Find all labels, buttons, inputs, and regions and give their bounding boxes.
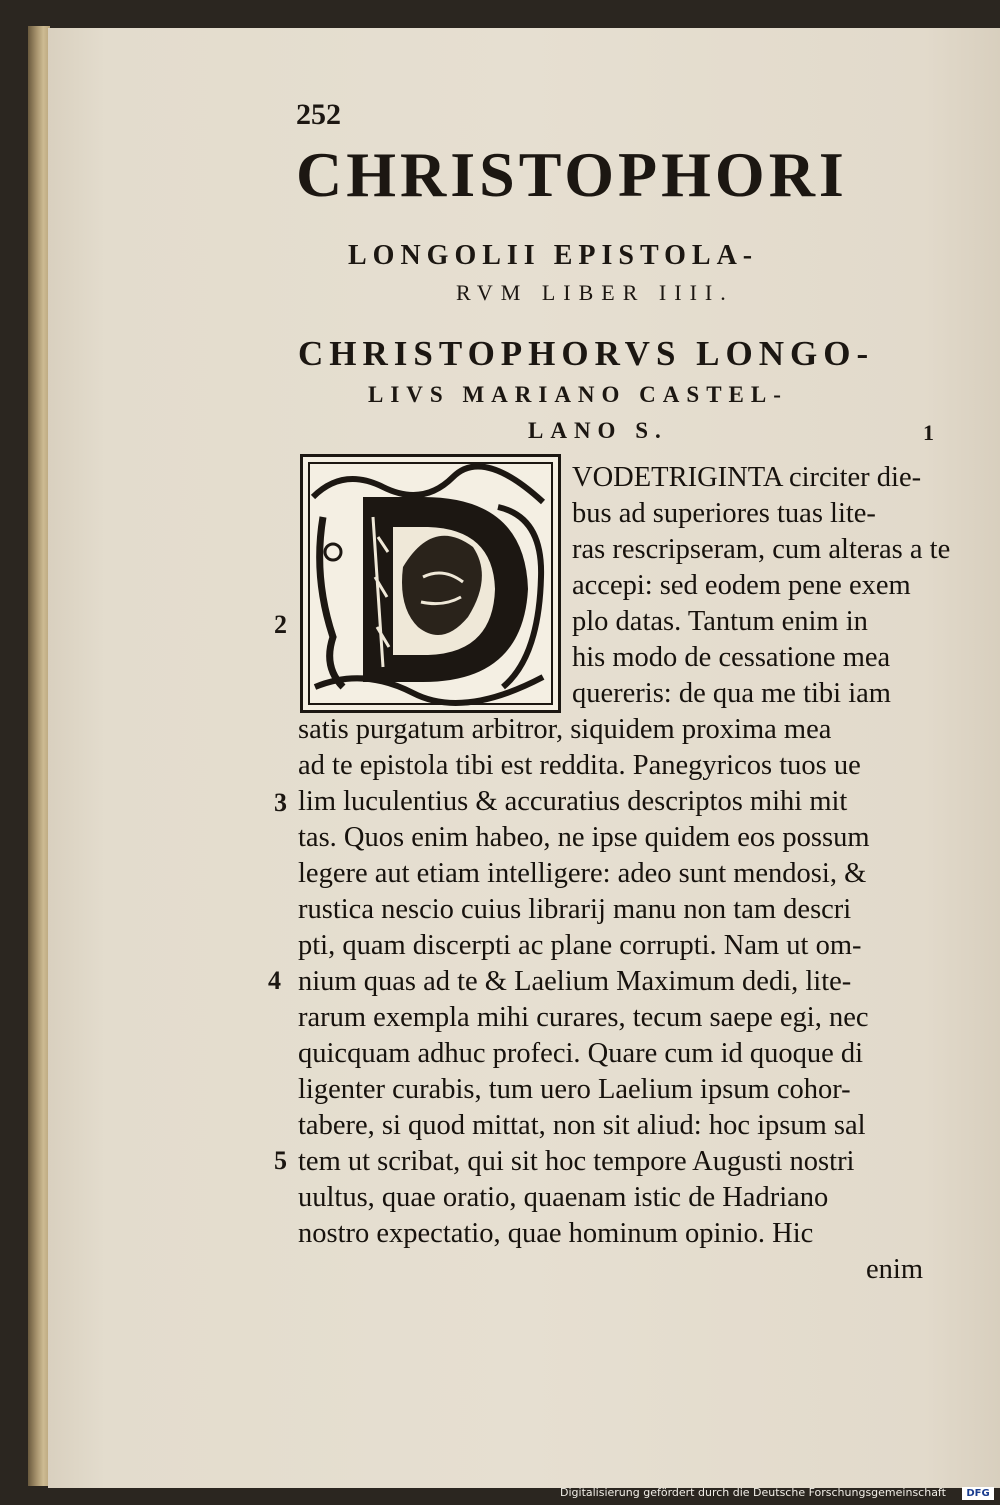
salutation-line-2: LIVS MARIANO CASTEL-	[368, 382, 788, 407]
text-line: tabere, si quod mittat, non sit aliud: hoc ipsum sal	[298, 1110, 866, 1141]
salutation-line-3: LANO S.	[528, 418, 668, 443]
text-line: bus ad superiores tuas lite-	[572, 498, 876, 529]
decorated-initial-woodcut	[300, 454, 561, 713]
text-line: tem ut scribat, qui sit hoc tempore Augusti nostri	[298, 1146, 855, 1177]
dfg-logo: DFG	[962, 1487, 994, 1500]
text-line: quereris: de qua me tibi iam	[572, 678, 891, 709]
text-line: ras rescripseram, cum alteras a te	[572, 534, 951, 565]
text-line: plo datas. Tantum enim in	[572, 606, 868, 637]
digitization-credit: Digitalisierung gefördert durch die Deutsche Forschungsgemeinschaft	[560, 1486, 946, 1499]
book-page	[48, 28, 1000, 1488]
margin-number: 3	[274, 788, 287, 817]
margin-number: 5	[274, 1146, 287, 1175]
book-edge	[28, 26, 50, 1486]
text-line: lim luculentius & accuratius descriptos mihi mit	[298, 786, 848, 817]
text-line: rarum exempla mihi curares, tecum saepe egi, nec	[298, 1002, 869, 1033]
page-number: 252	[296, 98, 341, 131]
text-line: his modo de cessatione mea	[572, 642, 891, 673]
text-line: ad te epistola tibi est reddita. Panegyricos tuos ue	[298, 750, 861, 781]
text-line: uultus, quae oratio, quaenam istic de Hadriano	[298, 1182, 829, 1213]
text-line: tas. Quos enim habeo, ne ipse quidem eos possum	[298, 822, 870, 853]
title-heading: CHRISTOPHORI	[296, 139, 848, 210]
margin-number: 4	[268, 966, 281, 995]
text-line: accepi: sed eodem pene exem	[572, 570, 911, 601]
text-line: quicquam adhuc profeci. Quare cum id quoque di	[298, 1038, 864, 1069]
text-line: ligenter curabis, tum uero Laelium ipsum cohor-	[298, 1074, 851, 1105]
text-line: VODETRIGINTA circiter die-	[572, 462, 922, 493]
salutation-line-1: CHRISTOPHORVS LONGO-	[298, 334, 875, 373]
text-line: pti, quam discerpti ac plane corrupti. Nam ut om-	[298, 930, 862, 961]
letter-number: 1	[923, 420, 934, 445]
text-line: nium quas ad te & Laelium Maximum dedi, lite-	[298, 966, 852, 997]
woodcut-illustration	[303, 457, 558, 710]
margin-number: 2	[274, 610, 287, 639]
text-line: satis purgatum arbitror, siquidem proxima mea	[298, 714, 832, 745]
title-book-number: RVM LIBER IIII.	[456, 280, 734, 305]
text-line: rustica nescio cuius librarij manu non tam descri	[298, 894, 852, 925]
text-line: nostro expectatio, quae hominum opinio. Hic	[298, 1218, 814, 1249]
text-line: legere aut etiam intelligere: adeo sunt mendosi, &	[298, 858, 867, 889]
catchword: enim	[866, 1254, 923, 1285]
title-subheading: LONGOLII EPISTOLA-	[348, 240, 759, 271]
